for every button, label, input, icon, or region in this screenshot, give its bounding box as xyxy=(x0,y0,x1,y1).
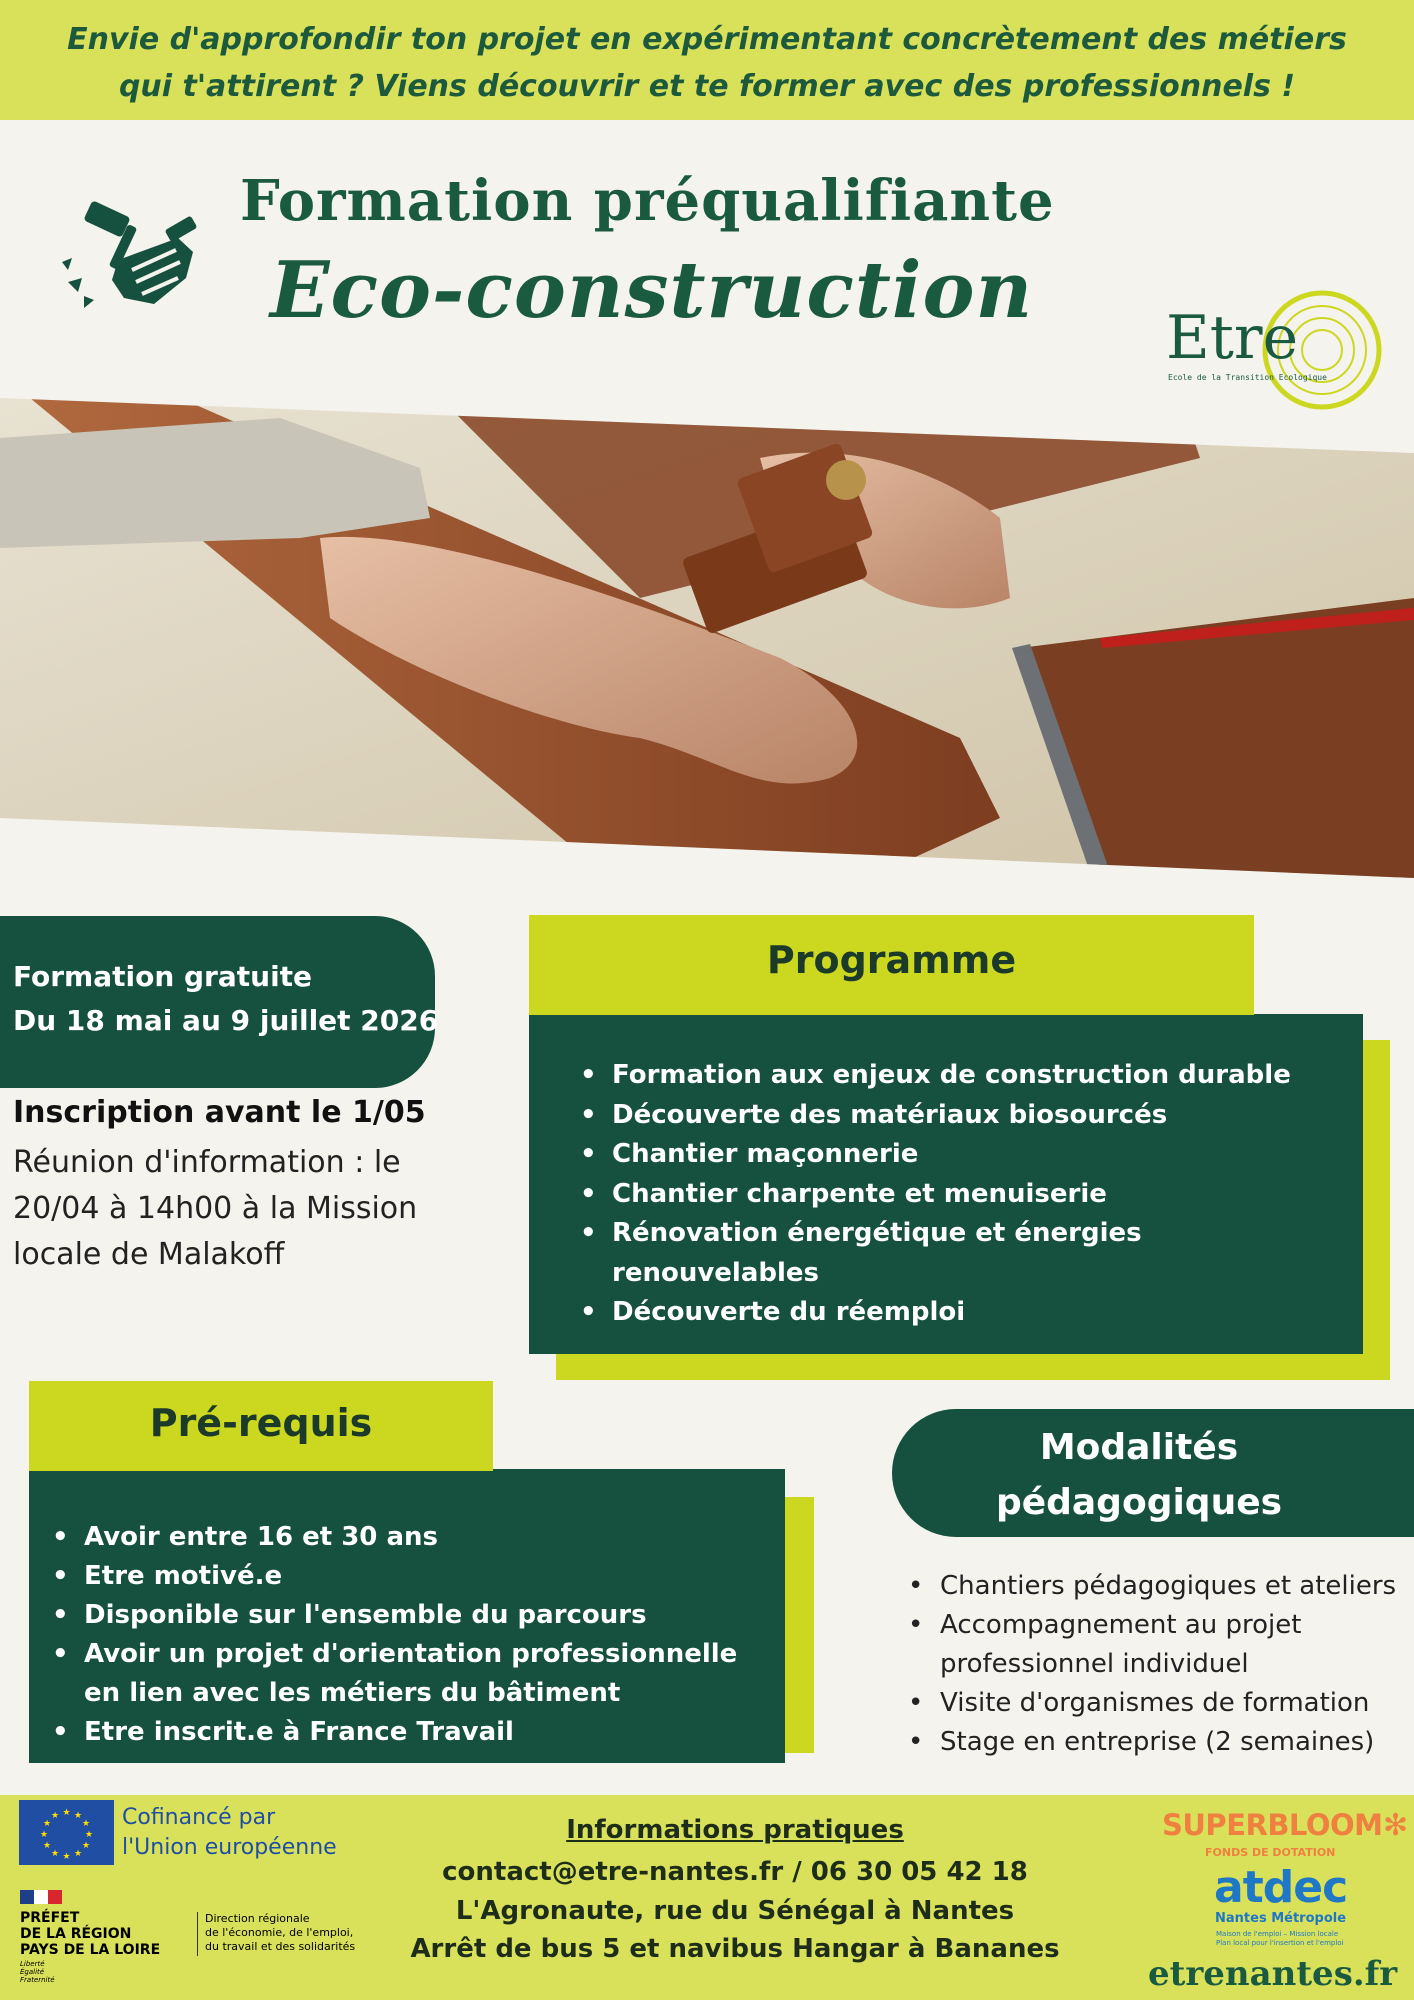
atdec-subtitle: Nantes Métropole xyxy=(1215,1911,1347,1926)
list-item: • Etre inscrit.e à France Travail xyxy=(48,1713,768,1752)
svg-text:★: ★ xyxy=(81,1841,91,1851)
info-card-line1: Formation gratuite xyxy=(13,960,313,993)
list-item: • Disponible sur l'ensemble du parcours xyxy=(48,1596,768,1635)
title-line1: Formation préqualifiante xyxy=(240,168,1055,234)
list-item: • Chantier charpente et menuiserie xyxy=(576,1175,1356,1215)
info-card-line2: Du 18 mai au 9 juillet 2026 xyxy=(13,1004,439,1037)
modalites-list xyxy=(904,1567,1414,1762)
atdec-small-line: Plan local pour l'insertion et l'emploi xyxy=(1216,1939,1344,1947)
svg-text:★: ★ xyxy=(73,1849,83,1859)
transport-line: Arrêt de bus 5 et navibus Hangar à Bananes xyxy=(410,1934,1060,1964)
svg-text:★: ★ xyxy=(84,1830,94,1840)
list-item: • Visite d'organismes de formation xyxy=(904,1684,1414,1723)
hand-tools-icon xyxy=(58,200,208,320)
prefet-line: PAYS DE LA LOIRE xyxy=(20,1942,161,1958)
tagline: Envie d'approfondir ton projet en expérimentant concrètement des métiers qui t'attirent ? Viens découvrir et te former avec des professionnels ! xyxy=(67,22,1347,104)
list-item: • Chantier maçonnerie xyxy=(576,1135,1356,1175)
list-item: • Rénovation énergétique et énergies renouvelables xyxy=(576,1214,1356,1293)
list-item: • Formation aux enjeux de construction durable xyxy=(576,1056,1356,1096)
list-item: • Avoir un projet d'orientation professionnelle en lien avec les métiers du bâtiment xyxy=(48,1635,768,1713)
list-item: • Avoir entre 16 et 30 ans xyxy=(48,1518,768,1557)
devise-line: Liberté xyxy=(20,1960,45,1968)
info-lines xyxy=(400,1853,1070,1969)
modalites-title: Modalités pédagogiques xyxy=(995,1427,1283,1523)
list-item: • Chantiers pédagogiques et ateliers xyxy=(904,1567,1414,1606)
svg-text:★: ★ xyxy=(62,1808,71,1818)
woodwork-photo xyxy=(0,398,1414,878)
logo-subtitle: Ecole de la Transition Ecologique xyxy=(1168,373,1327,382)
list-item: • Accompagnement au projet professionnel individuel xyxy=(904,1606,1414,1684)
programme-list xyxy=(576,1056,1356,1333)
superbloom-logo: SUPERBLOOM xyxy=(1162,1808,1383,1842)
atdec-logo: atdec xyxy=(1214,1862,1348,1913)
devise-line: Égalité xyxy=(20,1968,45,1976)
website-link[interactable]: etrenantes.fr xyxy=(1148,1954,1398,1994)
eu-flag-icon xyxy=(19,1800,114,1865)
svg-text:★: ★ xyxy=(81,1819,91,1829)
svg-text:★: ★ xyxy=(73,1811,83,1821)
svg-text:★: ★ xyxy=(62,1852,71,1862)
list-item: • Découverte du réemploi xyxy=(576,1293,1356,1333)
logo-name: Etre xyxy=(1166,303,1299,373)
prefet-text xyxy=(20,1910,160,1958)
devise-line: Fraternité xyxy=(20,1976,55,1984)
flower-icon: ✻ xyxy=(1383,1808,1409,1843)
info-title: Informations pratiques xyxy=(566,1815,904,1845)
dreets-line: de l'économie, de l'emploi, xyxy=(205,1926,354,1939)
eu-cofunding-text xyxy=(122,1803,337,1863)
atdec-small-line: Maison de l'emploi – Mission locale xyxy=(1216,1930,1339,1938)
svg-text:★: ★ xyxy=(42,1819,52,1829)
devise-text xyxy=(20,1960,55,1984)
info-meeting: Réunion d'information : le 20/04 à 14h00 à la Mission locale de Malakoff xyxy=(13,1145,418,1272)
dreets-line: Direction régionale xyxy=(205,1912,310,1925)
contact-line[interactable]: contact@etre-nantes.fr / 06 30 05 42 18 xyxy=(442,1857,1028,1887)
list-item: • Stage en entreprise (2 semaines) xyxy=(904,1723,1414,1762)
svg-text:★: ★ xyxy=(39,1830,49,1840)
svg-text:★: ★ xyxy=(50,1849,60,1859)
svg-text:★: ★ xyxy=(50,1811,60,1821)
prerequis-list xyxy=(48,1518,768,1752)
title-line2: Eco-construction xyxy=(270,245,1034,336)
programme-title: Programme xyxy=(766,938,1017,982)
prefet-line: DE LA RÉGION xyxy=(20,1926,132,1942)
atdec-small-text xyxy=(1216,1930,1344,1948)
marianne-icon xyxy=(20,1890,62,1904)
inscription-deadline: Inscription avant le 1/05 xyxy=(13,1095,426,1130)
dreets-line: du travail et des solidarités xyxy=(205,1940,356,1953)
address-line: L'Agronaute, rue du Sénégal à Nantes xyxy=(455,1895,1015,1926)
divider xyxy=(197,1912,198,1956)
eu-line1: Cofinancé par xyxy=(122,1805,276,1830)
info-card xyxy=(0,916,439,1088)
svg-text:★: ★ xyxy=(42,1841,52,1851)
prefet-line: PRÉFET xyxy=(20,1910,80,1926)
dreets-text xyxy=(205,1912,355,1954)
etre-logo xyxy=(1162,290,1384,412)
list-item: • Découverte des matériaux biosourcés xyxy=(576,1096,1356,1136)
superbloom-subtitle: FONDS DE DOTATION xyxy=(1205,1846,1336,1859)
eu-line2: l'Union européenne xyxy=(122,1835,337,1860)
prerequis-title: Pré-requis xyxy=(149,1401,373,1445)
list-item: • Etre motivé.e xyxy=(48,1557,768,1596)
